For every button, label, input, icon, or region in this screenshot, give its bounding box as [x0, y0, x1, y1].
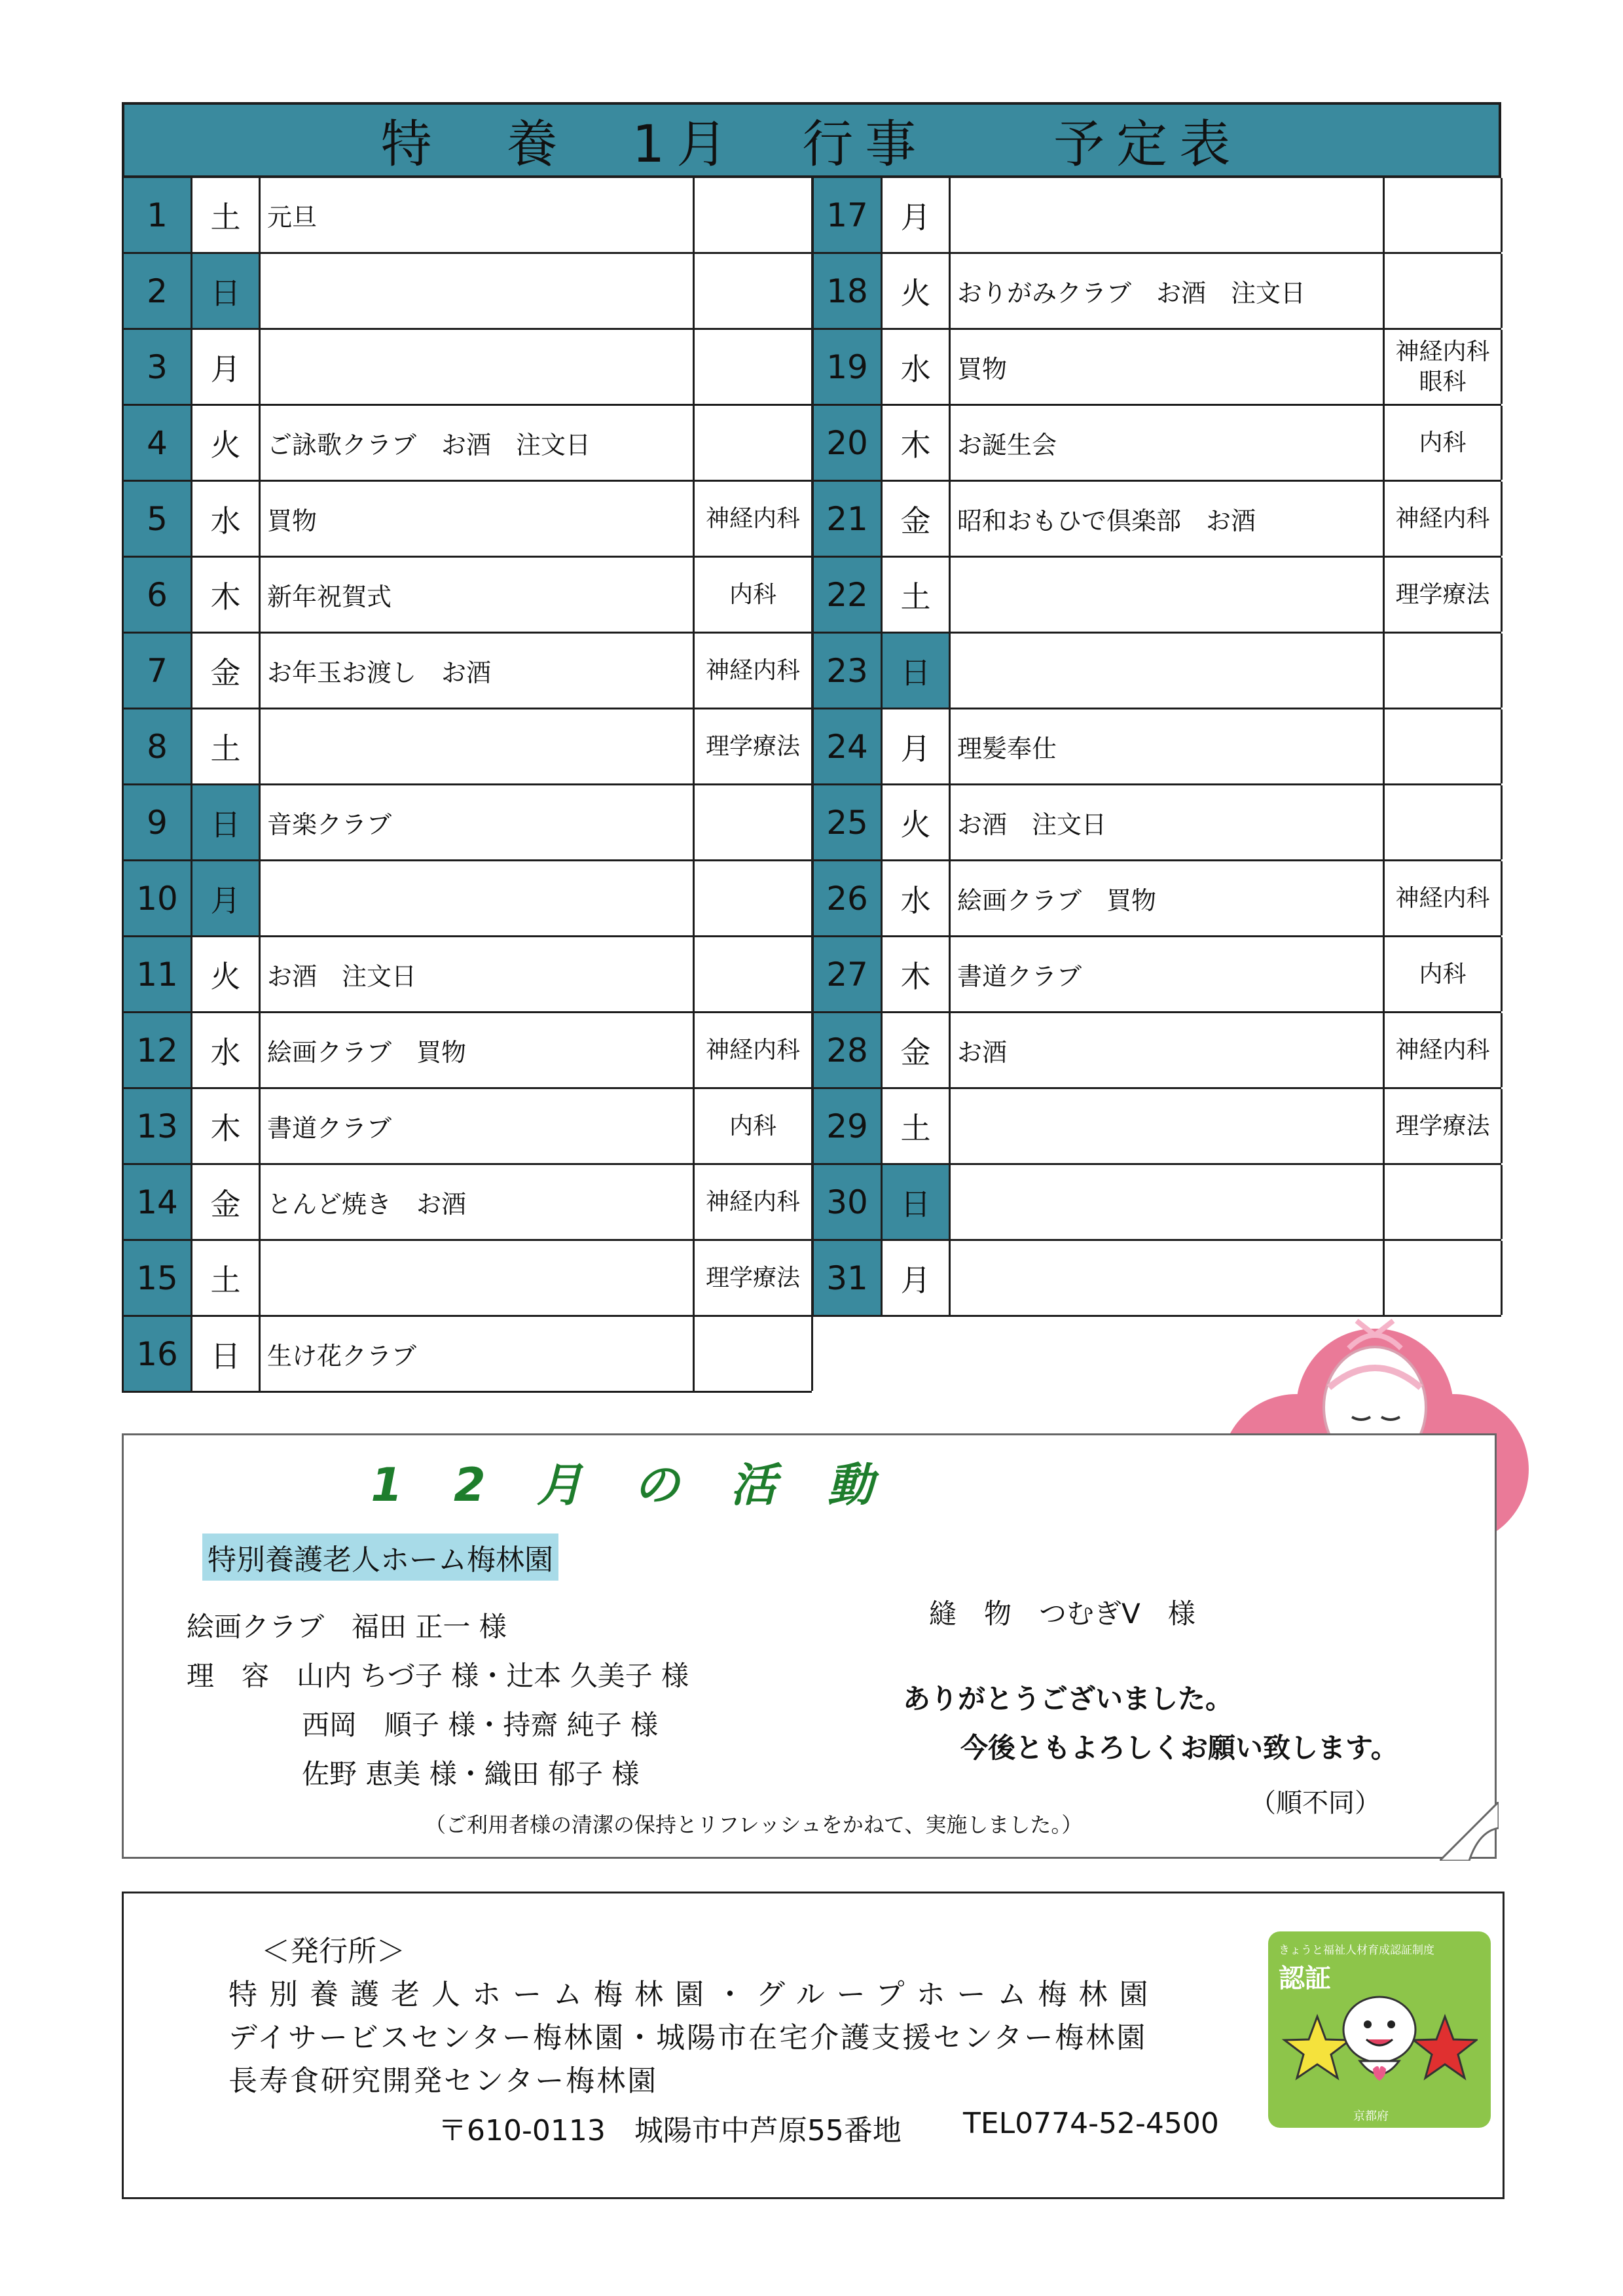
medical-cell — [695, 482, 813, 556]
activity-title: 12月の活動 — [371, 1458, 924, 1512]
schedule-row — [812, 1241, 1501, 1317]
event-text — [951, 634, 1385, 708]
day-number: 23 — [814, 634, 883, 708]
weekday: 火 — [192, 937, 261, 1011]
schedule-row — [812, 406, 1501, 482]
day-number: 12 — [124, 1013, 192, 1087]
publisher-address: 〒610-0113 城陽市中芦原55番地 — [438, 2114, 902, 2147]
medical-text: 神経内科 — [705, 505, 800, 532]
medical-cell — [1385, 1089, 1503, 1163]
event-text: 絵画クラブ 買物 — [261, 1013, 695, 1087]
medical-cell — [1385, 634, 1503, 708]
medical-text: 神経内科 — [1395, 884, 1490, 912]
event-text: お酒 — [951, 1013, 1385, 1087]
day-number: 16 — [124, 1317, 192, 1391]
facility-label: 特別養護老人ホーム梅林園 — [202, 1534, 558, 1581]
certification-badge — [1268, 1931, 1491, 2128]
day-number: 7 — [124, 634, 192, 708]
weekday: 月 — [192, 330, 261, 404]
weekday: 火 — [883, 254, 951, 328]
medical-text: 内科 — [729, 1112, 776, 1139]
event-text: 書道クラブ — [261, 1089, 695, 1163]
day-number: 17 — [814, 178, 883, 252]
schedule-row — [812, 178, 1501, 254]
event-text: 買物 — [951, 330, 1385, 404]
day-number: 13 — [124, 1089, 192, 1163]
medical-cell — [1385, 1241, 1503, 1315]
medical-text: 神経内科 — [705, 656, 800, 684]
medical-cell — [1385, 558, 1503, 632]
day-number: 29 — [814, 1089, 883, 1163]
medical-text: 神経内科 — [1395, 338, 1490, 365]
event-text: 買物 — [261, 482, 695, 556]
event-text: ご詠歌クラブ お酒 注文日 — [261, 406, 695, 480]
event-text: おりがみクラブ お酒 注文日 — [951, 254, 1385, 328]
day-number: 10 — [124, 861, 192, 935]
medical-cell — [1385, 1165, 1503, 1239]
medical-cell — [1385, 785, 1503, 859]
activity-footnote: （ご利用者様の清潔の保持とリフレッシュをかねて、実施しました。） — [425, 1812, 1083, 1837]
weekday: 水 — [192, 1013, 261, 1087]
activity-line-sewing: 縫 物 つむぎⅤ 様 — [929, 1598, 1195, 1630]
schedule-row — [812, 482, 1501, 558]
event-text: 生け花クラブ — [261, 1317, 695, 1391]
day-number: 21 — [814, 482, 883, 556]
medical-cell — [1385, 330, 1503, 404]
schedule-row — [122, 1089, 812, 1165]
event-text: 新年祝賀式 — [261, 558, 695, 632]
event-text — [261, 254, 695, 328]
event-text — [261, 330, 695, 404]
activity-line-barber-3: 佐野 恵美 様・織田 郁子 様 — [302, 1758, 640, 1790]
schedule-row — [122, 178, 812, 254]
medical-cell — [695, 937, 813, 1011]
schedule-left-column — [122, 178, 812, 1393]
medical-cell — [695, 1317, 813, 1391]
schedule-row — [812, 1165, 1501, 1241]
day-number: 19 — [814, 330, 883, 404]
day-number: 3 — [124, 330, 192, 404]
weekday: 月 — [883, 178, 951, 252]
medical-text: 理学療法 — [1395, 1112, 1490, 1139]
medical-text: 眼科 — [1419, 368, 1467, 395]
medical-cell — [695, 558, 813, 632]
weekday: 日 — [192, 254, 261, 328]
day-number: 22 — [814, 558, 883, 632]
event-text — [951, 1089, 1385, 1163]
day-number: 9 — [124, 785, 192, 859]
schedule-row — [812, 330, 1501, 406]
medical-text: 神経内科 — [1395, 505, 1490, 532]
medical-cell — [695, 634, 813, 708]
event-text: 昭和おもひで倶楽部 お酒 — [951, 482, 1385, 556]
thanks-line-1: ありがとうございました。 — [903, 1683, 1233, 1715]
medical-text: 内科 — [1419, 429, 1467, 456]
activity-line-painting: 絵画クラブ 福田 正一 様 — [187, 1611, 507, 1643]
schedule-row — [122, 861, 812, 937]
day-number: 4 — [124, 406, 192, 480]
weekday: 水 — [883, 861, 951, 935]
schedule-row — [812, 709, 1501, 785]
publisher-heading: ＜発行所＞ — [261, 1935, 405, 1968]
badge-title: 認証 — [1279, 1964, 1331, 1994]
medical-text: 神経内科 — [1395, 1036, 1490, 1064]
medical-text: 内科 — [1419, 960, 1467, 988]
event-text — [951, 1241, 1385, 1315]
activity-line-barber: 理 容 山内 ちづ子 様・辻本 久美子 様 — [187, 1660, 689, 1692]
schedule-row — [812, 1013, 1501, 1089]
schedule-title: 特 養 1月 行事 予定表 — [122, 102, 1501, 178]
day-number: 20 — [814, 406, 883, 480]
page-curl-icon — [1440, 1802, 1499, 1861]
weekday: 火 — [192, 406, 261, 480]
weekday: 木 — [192, 1089, 261, 1163]
weekday: 日 — [192, 1317, 261, 1391]
day-number: 1 — [124, 178, 192, 252]
publisher-line-1: 特別養護老人ホーム梅林園・グループホーム梅林園 — [228, 1978, 1160, 2011]
weekday: 日 — [192, 785, 261, 859]
event-text — [951, 1165, 1385, 1239]
activity-line-barber-2: 西岡 順子 様・持齋 純子 様 — [302, 1709, 659, 1741]
weekday: 土 — [192, 709, 261, 783]
event-text: お誕生会 — [951, 406, 1385, 480]
weekday: 木 — [883, 937, 951, 1011]
medical-text: 内科 — [729, 581, 776, 608]
weekday: 金 — [192, 634, 261, 708]
event-text — [951, 558, 1385, 632]
medical-cell — [695, 709, 813, 783]
day-number: 5 — [124, 482, 192, 556]
weekday: 水 — [192, 482, 261, 556]
medical-cell — [1385, 406, 1503, 480]
medical-cell — [695, 178, 813, 252]
schedule-row — [812, 937, 1501, 1013]
medical-cell — [695, 861, 813, 935]
day-number: 27 — [814, 937, 883, 1011]
day-number: 26 — [814, 861, 883, 935]
order-note: （順不同） — [1250, 1788, 1381, 1818]
medical-cell — [695, 406, 813, 480]
schedule-row — [122, 634, 812, 709]
schedule-row — [122, 482, 812, 558]
schedule-row — [122, 1317, 812, 1393]
medical-cell — [695, 1013, 813, 1087]
medical-cell — [1385, 1013, 1503, 1087]
medical-cell — [1385, 937, 1503, 1011]
medical-cell — [695, 330, 813, 404]
weekday: 火 — [883, 785, 951, 859]
medical-text: 理学療法 — [705, 1264, 800, 1291]
badge-caption: きょうと福祉人材育成認証制度 — [1279, 1944, 1434, 1957]
event-text — [261, 1241, 695, 1315]
day-number: 11 — [124, 937, 192, 1011]
medical-cell — [1385, 178, 1503, 252]
medical-cell — [695, 254, 813, 328]
event-text: お酒 注文日 — [261, 937, 695, 1011]
event-text — [951, 178, 1385, 252]
schedule-row — [812, 558, 1501, 634]
weekday: 木 — [883, 406, 951, 480]
event-text: 絵画クラブ 買物 — [951, 861, 1385, 935]
day-number: 25 — [814, 785, 883, 859]
weekday: 土 — [883, 1089, 951, 1163]
medical-cell — [1385, 482, 1503, 556]
badge-mascot-icon — [1281, 1977, 1478, 2102]
schedule-row — [122, 558, 812, 634]
medical-text: 神経内科 — [705, 1188, 800, 1215]
weekday: 水 — [883, 330, 951, 404]
day-number: 14 — [124, 1165, 192, 1239]
weekday: 月 — [883, 709, 951, 783]
medical-cell — [695, 1241, 813, 1315]
event-text: お酒 注文日 — [951, 785, 1385, 859]
schedule-row — [812, 861, 1501, 937]
weekday: 金 — [883, 482, 951, 556]
medical-text: 理学療法 — [1395, 581, 1490, 608]
schedule-row — [122, 709, 812, 785]
schedule-row — [122, 785, 812, 861]
schedule-row — [122, 1241, 812, 1317]
weekday: 土 — [192, 1241, 261, 1315]
event-text: お年玉お渡し お酒 — [261, 634, 695, 708]
publisher-line-3: 長寿食研究開発センター梅林園 — [228, 2064, 659, 2098]
weekday: 月 — [883, 1241, 951, 1315]
medical-cell — [1385, 709, 1503, 783]
schedule-row — [812, 785, 1501, 861]
weekday: 土 — [192, 178, 261, 252]
schedule-right-column — [812, 178, 1501, 1317]
publisher-line-2: デイサービスセンター梅林園・城陽市在宅介護支援センター梅林園 — [228, 2021, 1148, 2054]
december-activity-box — [122, 1433, 1497, 1859]
schedule-row — [122, 406, 812, 482]
publisher-box — [122, 1892, 1504, 2199]
day-number: 6 — [124, 558, 192, 632]
weekday: 日 — [883, 634, 951, 708]
publisher-tel: TEL0774-52-4500 — [963, 2107, 1219, 2140]
medical-cell — [695, 785, 813, 859]
event-text: 音楽クラブ — [261, 785, 695, 859]
medical-cell — [1385, 861, 1503, 935]
schedule-row — [122, 330, 812, 406]
event-text: とんど焼き お酒 — [261, 1165, 695, 1239]
badge-footer: 京都府 — [1353, 2109, 1389, 2123]
medical-cell — [695, 1165, 813, 1239]
medical-text: 理学療法 — [705, 732, 800, 760]
schedule-row — [122, 937, 812, 1013]
event-text: 書道クラブ — [951, 937, 1385, 1011]
event-text: 理髪奉仕 — [951, 709, 1385, 783]
weekday: 土 — [883, 558, 951, 632]
schedule-row — [812, 634, 1501, 709]
schedule-row — [122, 254, 812, 330]
day-number: 18 — [814, 254, 883, 328]
event-text — [261, 861, 695, 935]
schedule-row — [812, 1089, 1501, 1165]
medical-text: 神経内科 — [705, 1036, 800, 1064]
schedule-row — [122, 1165, 812, 1241]
weekday: 木 — [192, 558, 261, 632]
weekday: 金 — [192, 1165, 261, 1239]
thanks-line-2: 今後ともよろしくお願い致します。 — [960, 1732, 1398, 1764]
weekday: 日 — [883, 1165, 951, 1239]
weekday: 月 — [192, 861, 261, 935]
medical-cell — [1385, 254, 1503, 328]
day-number: 2 — [124, 254, 192, 328]
day-number: 31 — [814, 1241, 883, 1315]
event-text — [261, 709, 695, 783]
schedule-row — [812, 254, 1501, 330]
schedule-row — [122, 1013, 812, 1089]
day-number: 15 — [124, 1241, 192, 1315]
day-number: 30 — [814, 1165, 883, 1239]
event-text: 元旦 — [261, 178, 695, 252]
day-number: 8 — [124, 709, 192, 783]
day-number: 28 — [814, 1013, 883, 1087]
day-number: 24 — [814, 709, 883, 783]
weekday: 金 — [883, 1013, 951, 1087]
medical-cell — [695, 1089, 813, 1163]
